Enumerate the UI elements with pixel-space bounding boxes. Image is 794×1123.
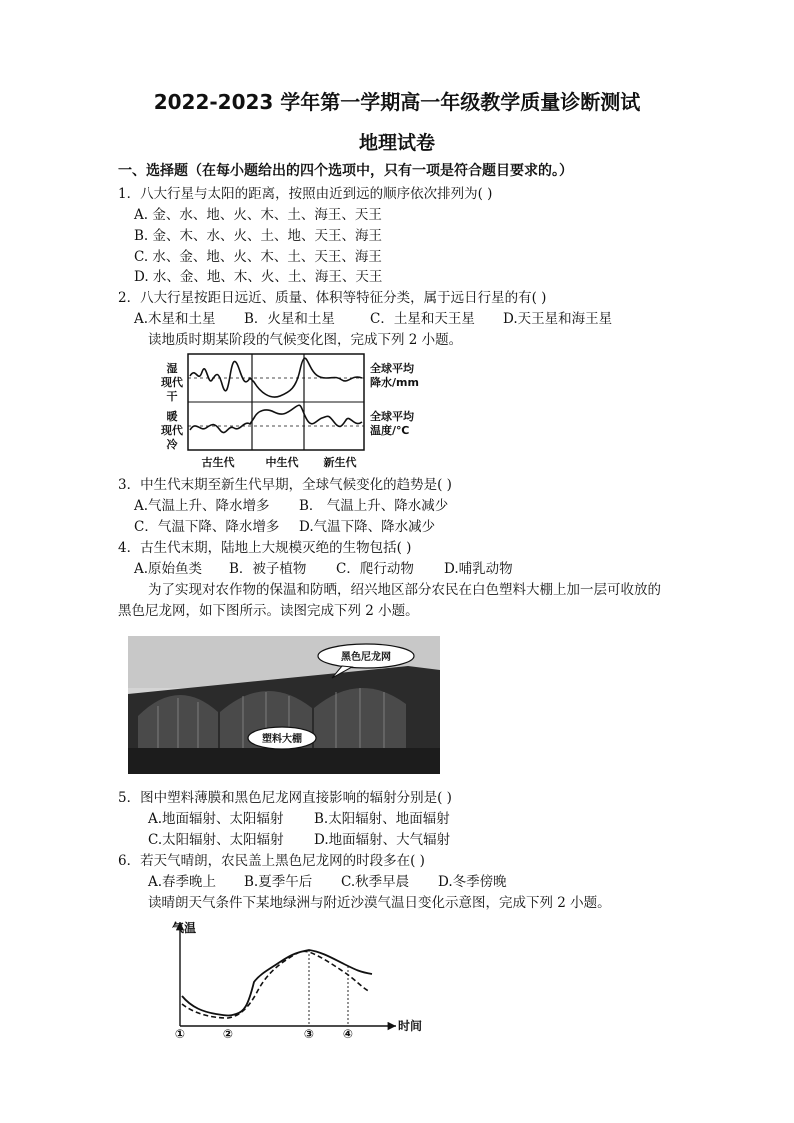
climate-right-bottom-1: 全球平均: [370, 410, 414, 423]
climate-left-top-1: 湿: [166, 362, 178, 375]
intro-temperature: 读晴朗天气条件下某地绿洲与附近沙漠气温日变化示意图，完成下列 2 小题。: [148, 895, 611, 911]
question-5-option-a: A.地面辐射、太阳辐射: [148, 811, 284, 827]
question-6-option-a: A.春季晚上: [148, 874, 217, 890]
temperature-diurnal-figure: [164, 916, 446, 1040]
temp-tick-4: ④: [342, 1027, 354, 1040]
question-1-option-d: D. 水、金、地、木、火、土、海王、天王: [134, 269, 383, 285]
exam-subtitle: 地理试卷: [358, 132, 435, 154]
climate-left-bottom-3: 冷: [166, 438, 178, 451]
era-paleozoic: 古生代: [201, 456, 235, 469]
question-5-option-c: C.太阳辐射、太阳辐射: [148, 832, 284, 848]
climate-right-top-2: 降水/mm: [370, 376, 419, 389]
intro-greenhouse-line-1: 为了实现对农作物的保温和防晒，绍兴地区部分农民在白色塑料大棚上加一层可收放的: [148, 582, 661, 598]
question-1-option-b: B. 金、木、水、火、土、地、天王、海王: [134, 228, 383, 244]
question-3-stem: 3．中生代末期至新生代早期，全球气候变化的趋势是( ): [118, 477, 452, 493]
climate-change-figure: [150, 348, 450, 470]
climate-left-bottom-1: 暖: [166, 410, 178, 423]
question-5-option-b: B.太阳辐射、地面辐射: [314, 811, 450, 827]
question-4-option-a: A.原始鱼类: [134, 561, 203, 577]
greenhouse-photo: [128, 636, 440, 774]
exam-title: 2022-2023 学年第一学期高一年级教学质量诊断测试: [153, 90, 641, 114]
temp-xlabel: 时间: [398, 1019, 423, 1033]
question-3-option-a: A.气温上升、降水增多: [134, 498, 270, 514]
intro-greenhouse-line-2: 黑色尼龙网，如下图所示。读图完成下列 2 小题。: [118, 603, 419, 619]
question-4-option-d: D.哺乳动物: [444, 561, 513, 577]
question-2-option-b: B．火星和土星: [244, 311, 335, 327]
question-1-option-a: A. 金、水、地、火、木、土、海王、天王: [134, 207, 382, 223]
question-2-stem: 2．八大行星按距日远近、质量、体积等特征分类，属于远日行星的有( ): [118, 290, 547, 306]
temp-ylabel: 气温: [172, 921, 197, 935]
question-5-stem: 5．图中塑料薄膜和黑色尼龙网直接影响的辐射分别是( ): [118, 790, 452, 806]
question-3-option-b: B． 气温上升、降水减少: [299, 498, 449, 514]
era-cenozoic: 新生代: [323, 456, 357, 469]
temp-tick-2: ②: [222, 1027, 234, 1040]
question-1-stem: 1．八大行星与太阳的距离，按照由近到远的顺序依次排列为( ): [118, 186, 493, 202]
question-2-option-c: C．土星和天王星: [370, 311, 475, 327]
question-3-option-c: C．气温下降、降水增多: [134, 519, 280, 535]
climate-left-bottom-2: 现代: [161, 424, 183, 437]
temp-tick-1: ①: [174, 1027, 186, 1040]
question-4-stem: 4．古生代末期，陆地上大规模灭绝的生物包括( ): [118, 540, 412, 556]
temp-tick-3: ③: [303, 1027, 315, 1040]
question-6-option-d: D.冬季傍晚: [438, 874, 507, 890]
question-2-option-a: A.木星和土星: [134, 311, 216, 327]
climate-left-top-2: 现代: [161, 376, 183, 389]
question-6-option-c: C.秋季早晨: [341, 874, 410, 890]
label-black-net: 黑色尼龙网: [341, 652, 391, 663]
climate-right-bottom-2: 温度/℃: [370, 424, 410, 437]
label-plastic-shed: 塑料大棚: [262, 734, 302, 745]
question-6-option-b: B.夏季午后: [244, 874, 313, 890]
intro-climate: 读地质时期某阶段的气候变化图，完成下列 2 小题。: [148, 332, 463, 348]
question-5-option-d: D.地面辐射、大气辐射: [314, 832, 451, 848]
question-2-option-d: D.天王星和海王星: [503, 311, 613, 327]
question-4-option-c: C．爬行动物: [336, 561, 414, 577]
question-6-stem: 6．若天气晴朗，农民盖上黑色尼龙网的时段多在( ): [118, 853, 425, 869]
climate-right-top-1: 全球平均: [370, 362, 414, 375]
section-heading: 一、选择题（在每小题给出的四个选项中，只有一项是符合题目要求的。）: [118, 163, 573, 179]
question-4-option-b: B．被子植物: [229, 561, 307, 577]
question-3-option-d: D.气温下降、降水减少: [299, 519, 436, 535]
climate-left-top-3: 干: [166, 390, 178, 403]
era-mesozoic: 中生代: [265, 456, 299, 469]
question-1-option-c: C. 水、金、地、火、木、土、天王、海王: [134, 249, 382, 265]
